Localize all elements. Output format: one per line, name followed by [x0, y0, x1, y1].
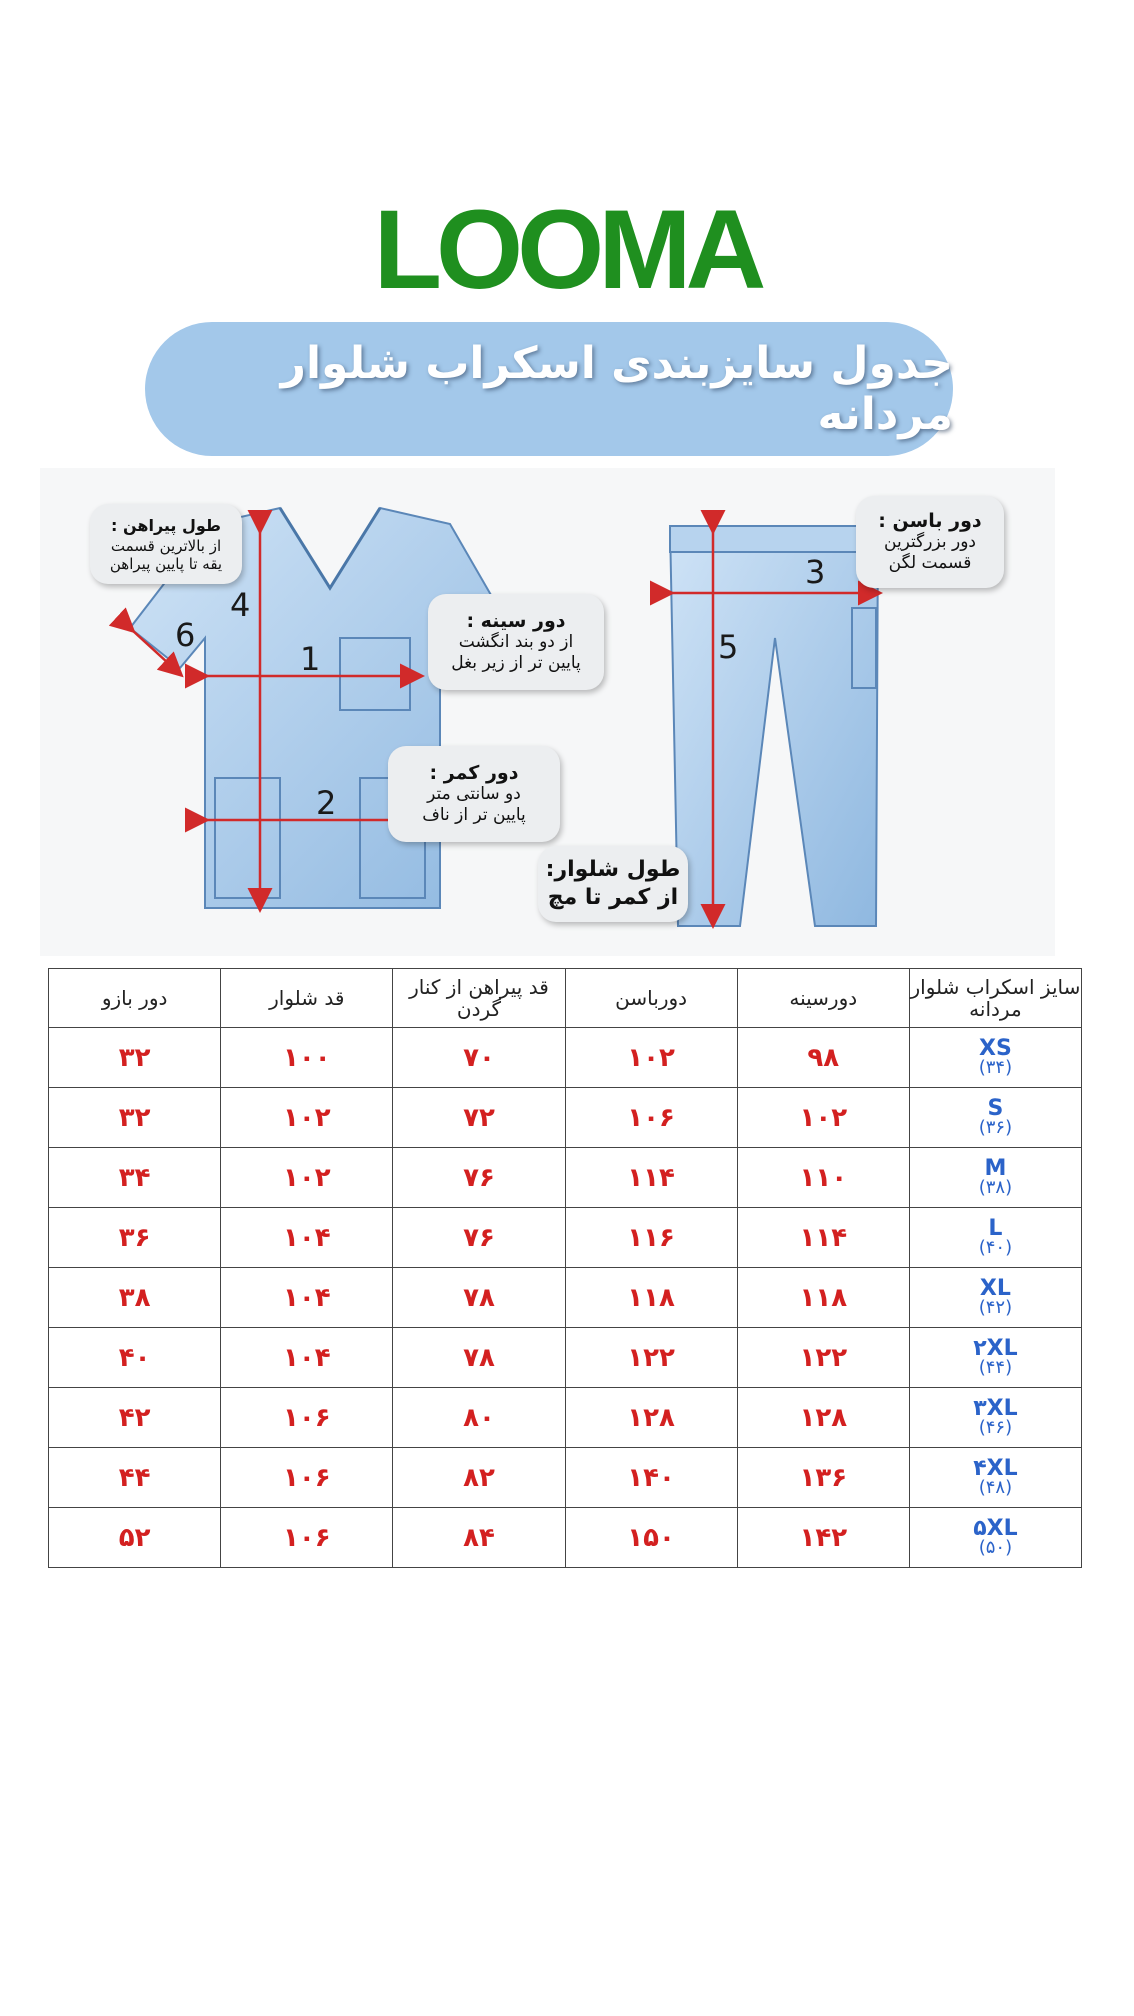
chest-cell: ۱۲۲: [737, 1328, 909, 1388]
table-row: [49, 1088, 1082, 1148]
callout-shirt-length: طول پیراهن : از بالاترین قسمت یقه تا پایین پیراهن: [90, 504, 242, 584]
size-cell: ۴XL (۴۸): [909, 1448, 1081, 1508]
size-cell: XL (۴۲): [909, 1268, 1081, 1328]
arm-cell: ۳۶: [49, 1208, 221, 1268]
header-size: سایز اسکراب شلوار مردانه: [909, 969, 1081, 1028]
chest-cell: ۱۴۲: [737, 1508, 909, 1568]
pants-length-cell: ۱۰۶: [221, 1388, 393, 1448]
arm-cell: ۳۸: [49, 1268, 221, 1328]
brand-logo: LOOMA: [373, 187, 761, 312]
size-cell: S (۳۶): [909, 1088, 1081, 1148]
chest-cell: ۱۱۸: [737, 1268, 909, 1328]
arm-cell: ۴۲: [49, 1388, 221, 1448]
arm-cell: ۳۴: [49, 1148, 221, 1208]
header-chest: دورسینه: [737, 969, 909, 1028]
title-banner: [145, 322, 953, 456]
size-cell: ۲XL (۴۴): [909, 1328, 1081, 1388]
table-row: [49, 1208, 1082, 1268]
shirt-length-cell: ۷۲: [393, 1088, 565, 1148]
arm-cell: ۴۰: [49, 1328, 221, 1388]
chest-cell: ۱۲۸: [737, 1388, 909, 1448]
hip-cell: ۱۲۸: [565, 1388, 737, 1448]
pants-length-cell: ۱۰۴: [221, 1208, 393, 1268]
shirt-length-cell: ۸۰: [393, 1388, 565, 1448]
marker-5: 5: [718, 628, 739, 666]
header-pants-length: قد شلوار: [221, 969, 393, 1028]
pants-length-cell: ۱۰۲: [221, 1148, 393, 1208]
header-shirt-length: قد پیراهن از کنار گردن: [393, 969, 565, 1028]
table-row: [49, 1508, 1082, 1568]
arm-cell: ۴۴: [49, 1448, 221, 1508]
chest-cell: ۱۱۴: [737, 1208, 909, 1268]
shirt-length-cell: ۸۴: [393, 1508, 565, 1568]
hip-cell: ۱۴۰: [565, 1448, 737, 1508]
marker-1: 1: [300, 640, 321, 678]
callout-waist: دور کمر : دو سانتی متر پایین تر از ناف: [388, 746, 560, 842]
callout-hip: دور باسن : دور بزرگترین قسمت لگن: [856, 496, 1004, 588]
pants-length-cell: ۱۰۶: [221, 1448, 393, 1508]
shirt-length-cell: ۷۰: [393, 1028, 565, 1088]
size-cell: M (۳۸): [909, 1148, 1081, 1208]
pants-length-cell: ۱۰۶: [221, 1508, 393, 1568]
callout-chest: دور سینه : از دو بند انگشت پایین تر از زیر بغل: [428, 594, 604, 690]
shirt-length-cell: ۷۸: [393, 1328, 565, 1388]
table-row: [49, 1148, 1082, 1208]
hip-cell: ۱۱۴: [565, 1148, 737, 1208]
callout-pants-length: طول شلوار: از کمر تا مچ: [538, 846, 688, 922]
hip-cell: ۱۰۶: [565, 1088, 737, 1148]
hip-cell: ۱۱۶: [565, 1208, 737, 1268]
arm-cell: ۳۲: [49, 1088, 221, 1148]
arm-cell: ۳۲: [49, 1028, 221, 1088]
pants-length-cell: ۱۰۴: [221, 1268, 393, 1328]
pants-shape: [670, 526, 878, 926]
size-cell: XS (۳۴): [909, 1028, 1081, 1088]
marker-2: 2: [316, 784, 337, 822]
pants-length-cell: ۱۰۴: [221, 1328, 393, 1388]
chest-cell: ۱۰۲: [737, 1088, 909, 1148]
shirt-length-cell: ۷۶: [393, 1208, 565, 1268]
chest-cell: ۱۱۰: [737, 1148, 909, 1208]
arm-cell: ۵۲: [49, 1508, 221, 1568]
size-table: [48, 968, 1082, 1568]
size-cell: L (۴۰): [909, 1208, 1081, 1268]
marker-3: 3: [805, 553, 826, 591]
shirt-length-cell: ۷۶: [393, 1148, 565, 1208]
measurement-illustration: [40, 468, 1055, 956]
chest-cell: ۱۳۶: [737, 1448, 909, 1508]
marker-6: 6: [175, 616, 196, 654]
table-row: [49, 1388, 1082, 1448]
table-header-row: [49, 969, 1082, 1028]
pants-length-cell: ۱۰۰: [221, 1028, 393, 1088]
pants-length-cell: ۱۰۲: [221, 1088, 393, 1148]
hip-cell: ۱۲۲: [565, 1328, 737, 1388]
table-row: [49, 1328, 1082, 1388]
hip-cell: ۱۱۸: [565, 1268, 737, 1328]
marker-4: 4: [230, 586, 251, 624]
size-cell: ۳XL (۴۶): [909, 1388, 1081, 1448]
page-title: جدول سایزبندی اسکراب شلوار مردانه: [280, 338, 953, 440]
chest-cell: ۹۸: [737, 1028, 909, 1088]
hip-cell: ۱۵۰: [565, 1508, 737, 1568]
table-row: [49, 1028, 1082, 1088]
header-arm: دور بازو: [49, 969, 221, 1028]
shirt-length-cell: ۸۲: [393, 1448, 565, 1508]
table-row: [49, 1268, 1082, 1328]
header-hip: دورباسن: [565, 969, 737, 1028]
shirt-length-cell: ۷۸: [393, 1268, 565, 1328]
table-row: [49, 1448, 1082, 1508]
hip-cell: ۱۰۲: [565, 1028, 737, 1088]
size-cell: ۵XL (۵۰): [909, 1508, 1081, 1568]
